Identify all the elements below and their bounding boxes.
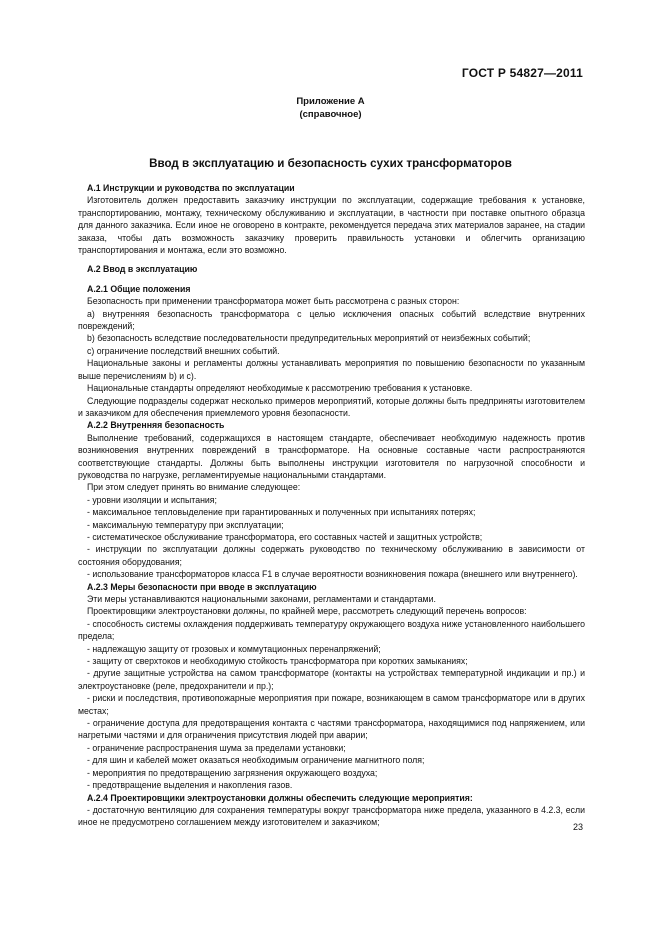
list-item: - использование трансформаторов класса F1 в случае вероятности возникновения пожара (внешнего или внутреннего). <box>87 569 578 580</box>
list-item: - ограничение распространения шума за пределами установки; <box>87 742 346 753</box>
list-item: - риски и последствия, противопожарные мероприятия при пожаре, возникающем в самом трансформаторе или в других местах; <box>78 693 585 716</box>
list-item: - систематическое обслуживание трансформатора, его составных частей и защитных устройств; <box>87 531 483 542</box>
list-item: - максимальное тепловыделение при гарантированных и полученных при испытаниях потерях; <box>87 507 476 518</box>
standard-number: ГОСТ Р 54827—2011 <box>461 66 583 80</box>
page-number: 23 <box>572 822 583 832</box>
list-item: - достаточную вентиляцию для сохранения температуры вокруг трансформатора ниже предела, указанного в 4.2.3, если иное не предусмотрено соглашением между изготовителем и заказчиком; <box>78 804 585 828</box>
list-item: - способность системы охлаждения поддерживать температуру окружающего воздуха ниже установленного наибольшего предела; <box>78 618 585 642</box>
list-item: b) безопасность вследствие последовательности предупредительных мероприятий от неизбежных событий; <box>87 333 531 344</box>
subsection-heading: А.2.3 Меры безопасности при вводе в эксплуатацию <box>87 581 317 592</box>
subsection-heading: А.2.1 Общие положения <box>87 283 191 294</box>
document-body <box>78 182 585 829</box>
list-item: - максимальную температуру при эксплуатации; <box>87 519 284 530</box>
paragraph: Национальные стандарты определяют необходимые к рассмотрению требования к установке. <box>87 383 473 394</box>
paragraph: Безопасность при применении трансформатора может быть рассмотрена с разных сторон: <box>87 296 460 307</box>
list-item: - уровни изоляции и испытания; <box>87 494 217 505</box>
paragraph: Выполнение требований, содержащихся в настоящем стандарте, обеспечивает необходимую надежность против возникновения внутренних повреждений в трансформаторе. На основные составные части распространяются соответствующие стандарты. Должны быть выполнены инструкции изготовителя по нагрузочной способности и руководства по нагрузке, регламентируемые национальными стандартами. <box>78 432 585 480</box>
list-item: - защиту от сверхтоков и необходимую стойкость трансформатора при коротких замыканиях; <box>87 656 468 667</box>
list-item: - надлежащую защиту от грозовых и коммутационных перенапряжений; <box>87 643 381 654</box>
document-title: Ввод в эксплуатацию и безопасность сухих трансформаторов <box>149 157 512 170</box>
list-item: - ограничение доступа для предотвращения контакта с частями трансформатора, находящимися под напряжением, или нагретыми частями и для ограничения присутствия людей при аварии; <box>78 718 585 741</box>
paragraph: Эти меры устанавливаются национальными законами, регламентами и стандартами. <box>87 594 436 604</box>
list-item: - мероприятия по предотвращению загрязнения окружающего воздуха; <box>87 767 378 778</box>
section-heading: А.2 Ввод в эксплуатацию <box>87 264 198 275</box>
subsection-heading: А.2.4 Проектировщики электроустановки должны обеспечить следующие мероприятия: <box>87 792 473 803</box>
list-item: a) внутренняя безопасность трансформатора с целью исключения опасных событий вследствие внутренних повреждений; <box>78 308 585 332</box>
list-item: - для шин и кабелей может оказаться необходимым ограничение магнитного поля; <box>87 755 425 766</box>
paragraph: Следующие подразделы содержат несколько примеров мероприятий, которые должны быть предприняты изготовителем и заказчиком для обеспечения приемлемого уровня безопасности. <box>78 395 585 418</box>
list-item: c) ограничение последствий внешних событий. <box>87 345 280 356</box>
list-item: - предотвращение выделения и накопления газов. <box>87 780 293 791</box>
section-heading: А.1 Инструкции и руководства по эксплуатации <box>87 183 295 193</box>
paragraph: Изготовитель должен предоставить заказчику инструкции по эксплуатации, содержащие требования к установке, транспортированию, монтажу, техническому обслуживанию и эксплуатации, в частности при поставке опытного образца для данного заказчика. Если иное не оговорено в контракте, рекомендуется передача этих материалов заранее, на стадии заказа, чтобы дать возможность заказчику проверить правильность установки и облегчить организацию транспортирования и монтажа, если это возможно. <box>78 195 585 256</box>
list-item: - другие защитные устройства на самом трансформаторе (контакты на устройствах температурной индикации и пр.) и электроустановке (реле, предохранители и пр.); <box>78 668 585 691</box>
subsection-heading: А.2.2 Внутренняя безопасность <box>87 420 225 431</box>
appendix-kind: (справочное) <box>299 109 362 120</box>
paragraph: Проектировщики электроустановки должны, по крайней мере, рассмотреть следующий перечень вопросов: <box>87 606 527 617</box>
paragraph: При этом следует принять во внимание следующее: <box>87 482 301 493</box>
list-item: - инструкции по эксплуатации должны содержать руководство по техническому обслуживанию в зависимости от состояния оборудования; <box>78 544 585 567</box>
appendix-label: Приложение А <box>296 96 365 107</box>
paragraph: Национальные законы и регламенты должны устанавливать мероприятия по повышению безопасности по указанным выше перечислениям b) и c). <box>78 358 585 381</box>
